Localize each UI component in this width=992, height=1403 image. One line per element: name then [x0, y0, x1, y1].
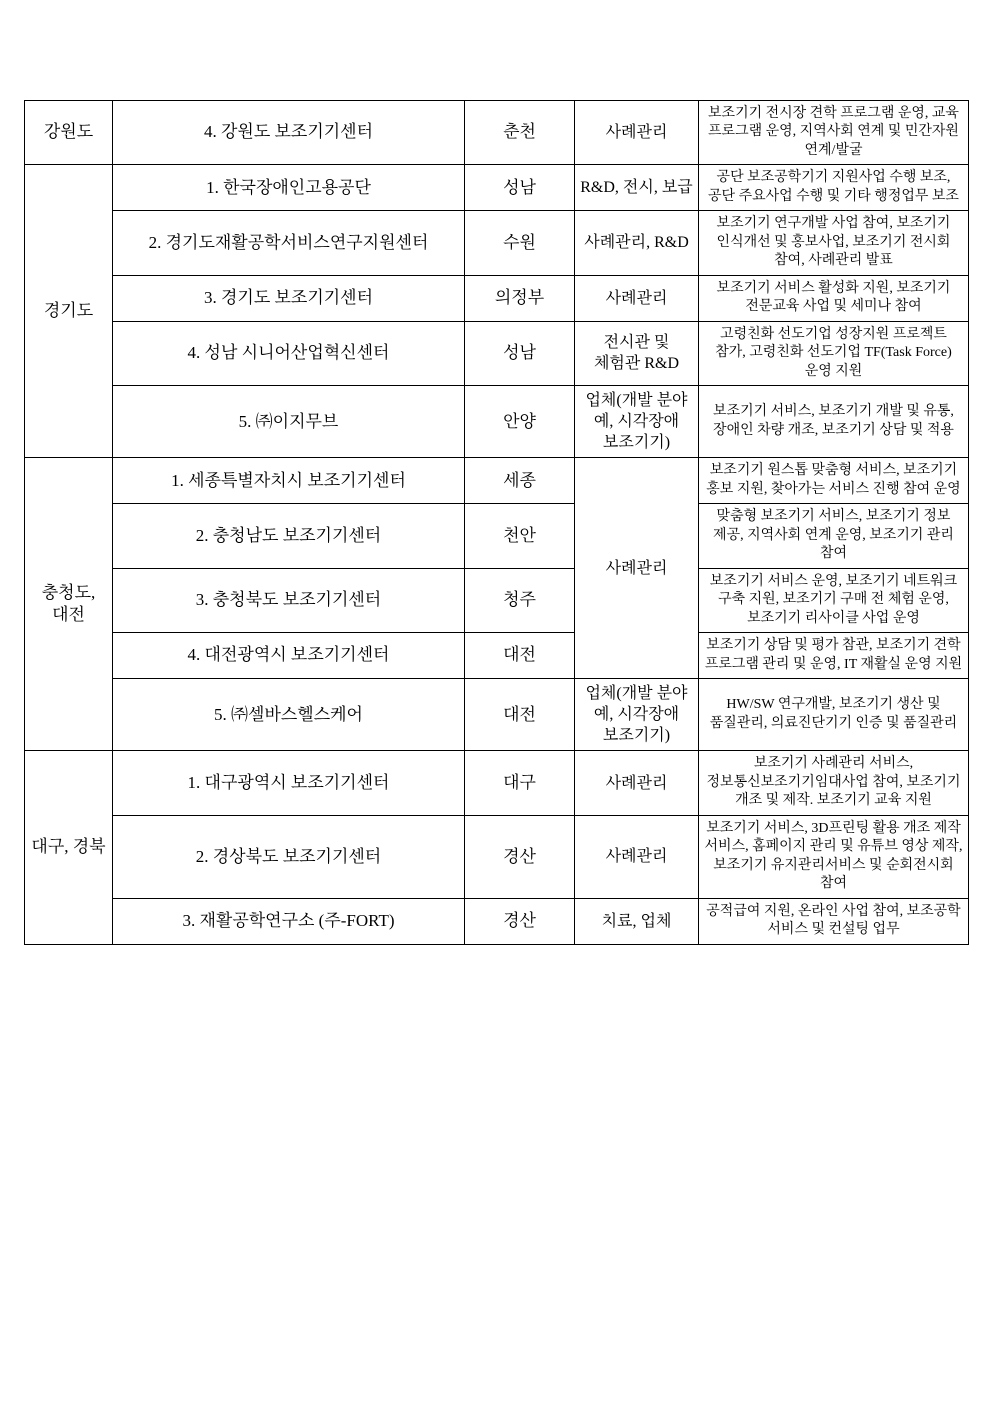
table-row	[25, 815, 969, 898]
city-cell: 대전	[465, 633, 575, 679]
city-cell: 대구	[465, 751, 575, 815]
table-row	[25, 898, 969, 944]
organization-cell: 2. 충청남도 보조기기센터	[113, 504, 465, 568]
city-cell: 대전	[465, 679, 575, 751]
role-cell: 치료, 업체	[575, 898, 699, 944]
role-cell: 업체(개발 분야 예, 시각장애 보조기기)	[575, 679, 699, 751]
table-row	[25, 458, 969, 504]
description-cell: HW/SW 연구개발, 보조기기 생산 및 품질관리, 의료진단기기 인증 및 품질관리	[699, 679, 969, 751]
table-row	[25, 275, 969, 321]
organization-cell: 1. 한국장애인고용공단	[113, 165, 465, 211]
table-row	[25, 101, 969, 165]
city-cell: 춘천	[465, 101, 575, 165]
description-cell: 보조기기 상담 및 평가 참관, 보조기기 견학 프로그램 관리 및 운영, IT 재활실 운영 지원	[699, 633, 969, 679]
description-cell: 공단 보조공학기기 지원사업 수행 보조, 공단 주요사업 수행 및 기타 행정업무 보조	[699, 165, 969, 211]
city-cell: 의정부	[465, 275, 575, 321]
role-cell: 사례관리	[575, 751, 699, 815]
organization-cell: 5. ㈜이지무브	[113, 386, 465, 458]
table-row	[25, 633, 969, 679]
description-cell: 고령친화 선도기업 성장지원 프로젝트 참가, 고령친화 선도기업 TF(Task Force)운영 지원	[699, 321, 969, 385]
role-cell: 전시관 및 체험관 R&D	[575, 321, 699, 385]
organization-cell: 5. ㈜셀바스헬스케어	[113, 679, 465, 751]
city-cell: 세종	[465, 458, 575, 504]
organization-cell: 3. 경기도 보조기기센터	[113, 275, 465, 321]
city-cell: 천안	[465, 504, 575, 568]
role-cell: 사례관리	[575, 101, 699, 165]
city-cell: 경산	[465, 815, 575, 898]
city-cell: 성남	[465, 165, 575, 211]
table-row	[25, 211, 969, 275]
organization-cell: 4. 대전광역시 보조기기센터	[113, 633, 465, 679]
role-cell: 사례관리	[575, 275, 699, 321]
description-cell: 보조기기 서비스 운영, 보조기기 네트워크 구축 지원, 보조기기 구매 전 체험 운영, 보조기기 리사이클 사업 운영	[699, 568, 969, 632]
city-cell: 수원	[465, 211, 575, 275]
city-cell: 안양	[465, 386, 575, 458]
role-cell: 사례관리	[575, 815, 699, 898]
table-row	[25, 386, 969, 458]
role-cell: 사례관리, R&D	[575, 211, 699, 275]
description-cell: 보조기기 연구개발 사업 참여, 보조기기 인식개선 및 홍보사업, 보조기기 전시회 참여, 사례관리 발표	[699, 211, 969, 275]
table-row	[25, 165, 969, 211]
organization-cell: 4. 성남 시니어산업혁신센터	[113, 321, 465, 385]
region-cell: 대구, 경북	[25, 751, 113, 944]
organization-cell: 3. 충청북도 보조기기센터	[113, 568, 465, 632]
table-row	[25, 679, 969, 751]
organization-cell: 2. 경상북도 보조기기센터	[113, 815, 465, 898]
description-cell: 보조기기 서비스, 보조기기 개발 및 유통, 장애인 차량 개조, 보조기기 상담 및 적용	[699, 386, 969, 458]
assistive-device-centers-table	[24, 100, 969, 945]
description-cell: 맞춤형 보조기기 서비스, 보조기기 정보 제공, 지역사회 연계 운영, 보조기기 관리 참여	[699, 504, 969, 568]
description-cell: 보조기기 서비스, 3D프린팅 활용 개조 제작 서비스, 홈페이지 관리 및 유튜브 영상 제작, 보조기기 유지관리서비스 및 순회전시회 참여	[699, 815, 969, 898]
organization-cell: 3. 재활공학연구소 (주-FORT)	[113, 898, 465, 944]
table-row	[25, 321, 969, 385]
city-cell: 경산	[465, 898, 575, 944]
description-cell: 보조기기 전시장 견학 프로그램 운영, 교육 프로그램 운영, 지역사회 연계 및 민간자원 연계/발굴	[699, 101, 969, 165]
organization-cell: 1. 대구광역시 보조기기센터	[113, 751, 465, 815]
description-cell: 보조기기 사례관리 서비스, 정보통신보조기기임대사업 참여, 보조기기 개조 및 제작. 보조기기 교육 지원	[699, 751, 969, 815]
role-cell: R&D, 전시, 보급	[575, 165, 699, 211]
table-row	[25, 504, 969, 568]
role-cell: 업체(개발 분야 예, 시각장애 보조기기)	[575, 386, 699, 458]
organization-cell: 1. 세종특별자치시 보조기기센터	[113, 458, 465, 504]
table-row	[25, 751, 969, 815]
city-cell: 성남	[465, 321, 575, 385]
description-cell: 보조기기 서비스 활성화 지원, 보조기기 전문교육 사업 및 세미나 참여	[699, 275, 969, 321]
city-cell: 청주	[465, 568, 575, 632]
table-body	[25, 101, 969, 945]
region-cell: 충청도, 대전	[25, 458, 113, 751]
organization-cell: 2. 경기도재활공학서비스연구지원센터	[113, 211, 465, 275]
role-cell: 사례관리	[575, 458, 699, 679]
region-cell: 강원도	[25, 101, 113, 165]
region-cell: 경기도	[25, 165, 113, 458]
description-cell: 보조기기 원스톱 맞춤형 서비스, 보조기기 홍보 지원, 찾아가는 서비스 진행 참여 운영	[699, 458, 969, 504]
organization-cell: 4. 강원도 보조기기센터	[113, 101, 465, 165]
table-row	[25, 568, 969, 632]
description-cell: 공적급여 지원, 온라인 사업 참여, 보조공학 서비스 및 컨설팅 업무	[699, 898, 969, 944]
